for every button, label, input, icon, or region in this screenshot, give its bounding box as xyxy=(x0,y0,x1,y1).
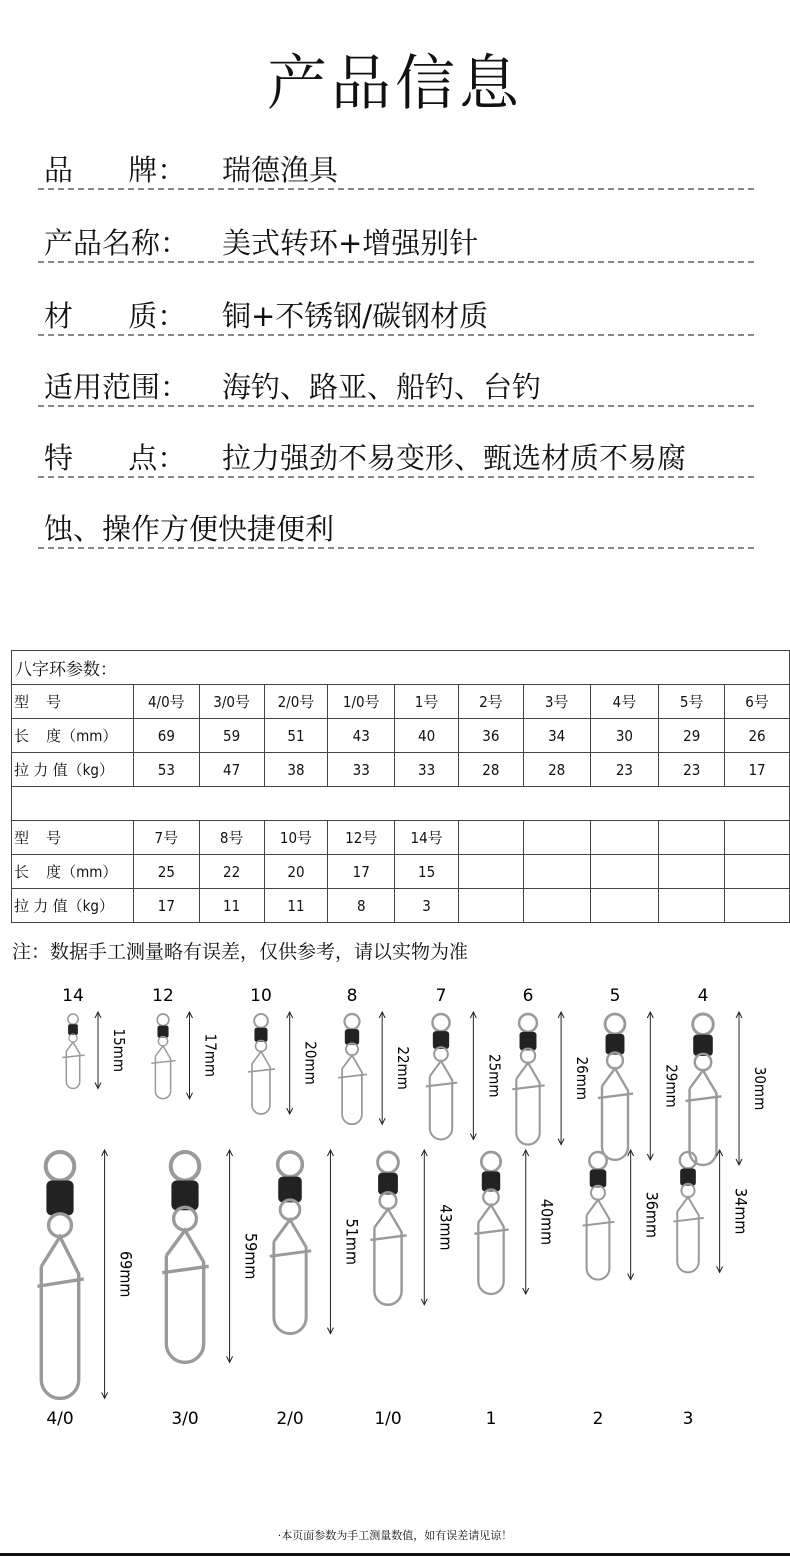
size-label: 5 xyxy=(609,986,621,1006)
table-cell xyxy=(659,821,725,855)
table-row xyxy=(12,855,790,889)
table-cell xyxy=(659,855,725,889)
length-label: 51mm xyxy=(342,1218,362,1265)
info-value: 拉力强劲不易变形、甄选材质不易腐 xyxy=(222,441,687,475)
table-cell: 8 xyxy=(328,889,395,923)
swivel-image xyxy=(338,1014,367,1124)
table-cell: 30 xyxy=(590,719,659,753)
info-row-brand xyxy=(38,148,754,190)
length-label: 43mm xyxy=(436,1204,456,1251)
length-label: 30mm xyxy=(751,1066,770,1111)
swivel-item xyxy=(270,1150,362,1429)
table-cell xyxy=(523,855,590,889)
table-cell xyxy=(523,889,590,923)
swivel-image xyxy=(162,1152,208,1362)
table-cell: 53 xyxy=(133,753,199,787)
table-cell: 1/0号 xyxy=(328,685,395,719)
table-cell xyxy=(725,821,790,855)
dimension-arrow xyxy=(717,1150,723,1272)
table-cell: 2/0号 xyxy=(264,685,328,719)
swivel-item xyxy=(248,986,320,1114)
info-label: 特 点： xyxy=(44,441,187,475)
swivel-image xyxy=(426,1014,457,1140)
swivel-item xyxy=(474,1150,556,1429)
length-label: 40mm xyxy=(537,1198,557,1246)
table-cell: 22 xyxy=(199,855,264,889)
dimension-arrow xyxy=(102,1150,108,1398)
table-cell: 4号 xyxy=(590,685,659,719)
swivel-item xyxy=(512,986,591,1145)
table-cell: 34 xyxy=(523,719,590,753)
table-cell xyxy=(458,821,523,855)
size-label: 14 xyxy=(62,986,84,1006)
swivel-item xyxy=(62,986,128,1089)
table-cell: 6号 xyxy=(725,685,790,719)
table-cell: 5号 xyxy=(659,685,725,719)
info-value: 海钓、路亚、船钓、台钓 xyxy=(222,370,542,404)
size-label: 3/0 xyxy=(171,1409,199,1429)
table-cell: 23 xyxy=(659,753,725,787)
info-row-features-continued xyxy=(38,507,754,549)
info-row-material xyxy=(38,294,754,336)
table-cell xyxy=(590,821,659,855)
spec-table xyxy=(11,650,790,923)
info-value: 美式转环+增强别针 xyxy=(222,226,479,260)
dimension-arrow xyxy=(421,1150,427,1305)
swivel-image xyxy=(512,1014,544,1145)
info-label: 品 牌： xyxy=(44,153,187,187)
swivel-image xyxy=(686,1014,722,1165)
table-cell xyxy=(590,889,659,923)
swivel-image xyxy=(151,1014,175,1099)
page-title: 产品信息 xyxy=(267,49,523,119)
length-label: 34mm xyxy=(731,1188,751,1235)
size-label: 3 xyxy=(682,1409,694,1429)
swivel-item xyxy=(598,986,680,1160)
swivel-image xyxy=(598,1014,633,1160)
info-row-usage xyxy=(38,365,754,407)
swivel-image xyxy=(370,1152,406,1305)
swivel-item xyxy=(426,986,504,1140)
length-label: 17mm xyxy=(201,1033,220,1078)
length-label: 29mm xyxy=(662,1064,681,1108)
swivel-item xyxy=(151,986,219,1099)
table-cell: 43 xyxy=(328,719,395,753)
table-cell xyxy=(725,855,790,889)
info-value: 蚀、操作方便快捷便利 xyxy=(44,512,335,546)
dimension-arrow xyxy=(558,1012,564,1145)
length-label: 26mm xyxy=(573,1056,592,1101)
info-row-features xyxy=(38,436,754,478)
length-label: 36mm xyxy=(642,1191,662,1238)
dimension-arrow xyxy=(186,1012,192,1099)
footer-note: ·本页面参数为手工测量数值，如有误差请见谅！ xyxy=(277,1529,513,1542)
table-cell: 3/0号 xyxy=(199,685,264,719)
table-row xyxy=(12,821,790,855)
row-label: 拉 力 值（kg） xyxy=(12,889,134,923)
table-cell: 51 xyxy=(264,719,328,753)
dimension-arrow xyxy=(227,1150,233,1362)
swivel-image xyxy=(62,1014,84,1089)
size-label: 2/0 xyxy=(276,1409,304,1429)
table-cell xyxy=(458,889,523,923)
size-label: 10 xyxy=(250,986,272,1006)
dimension-arrow xyxy=(470,1012,476,1140)
size-label: 7 xyxy=(435,986,447,1006)
table-row xyxy=(12,889,790,923)
swivel-image xyxy=(270,1152,311,1334)
dimension-arrow xyxy=(647,1012,653,1160)
table-cell: 3号 xyxy=(523,685,590,719)
table-cell: 14号 xyxy=(395,821,459,855)
table-cell: 28 xyxy=(523,753,590,787)
table-row xyxy=(12,685,790,719)
length-label: 22mm xyxy=(394,1046,413,1090)
swivel-item xyxy=(162,1150,260,1429)
info-value: 铜+不锈钢/碳钢材质 xyxy=(222,299,489,333)
table-cell: 8号 xyxy=(199,821,264,855)
table-cell: 17 xyxy=(133,889,199,923)
table-cell xyxy=(659,889,725,923)
table-cell: 23 xyxy=(590,753,659,787)
table-cell: 28 xyxy=(458,753,523,787)
dimension-arrow xyxy=(287,1012,293,1114)
swivel-item xyxy=(583,1150,662,1429)
swivel-item xyxy=(673,1150,750,1429)
table-cell xyxy=(590,855,659,889)
table-cell: 11 xyxy=(264,889,328,923)
table-cell xyxy=(523,821,590,855)
table-cell xyxy=(725,889,790,923)
table-cell: 20 xyxy=(264,855,328,889)
swivel-image xyxy=(673,1152,704,1272)
table-cell: 40 xyxy=(395,719,459,753)
table-cell: 69 xyxy=(133,719,199,753)
table-cell: 1号 xyxy=(395,685,459,719)
table-cell: 4/0号 xyxy=(133,685,199,719)
table-cell: 10号 xyxy=(264,821,328,855)
size-label: 1 xyxy=(485,1409,497,1429)
length-label: 59mm xyxy=(241,1233,261,1280)
table-cell: 26 xyxy=(725,719,790,753)
size-label: 4/0 xyxy=(46,1409,74,1429)
info-row-product-name xyxy=(38,221,754,263)
row-label: 型 号 xyxy=(12,821,134,855)
row-label: 型 号 xyxy=(12,685,134,719)
swivel-item xyxy=(37,1150,135,1429)
row-label: 拉 力 值（kg） xyxy=(12,753,134,787)
info-label: 适用范围： xyxy=(44,370,190,404)
table-cell: 25 xyxy=(133,855,199,889)
table-cell: 3 xyxy=(395,889,459,923)
size-label: 12 xyxy=(152,986,174,1006)
swivel-image xyxy=(474,1152,508,1294)
info-label: 产品名称： xyxy=(44,226,190,260)
swivel-image xyxy=(583,1152,615,1280)
table-cell: 33 xyxy=(328,753,395,787)
dimension-arrow xyxy=(736,1012,742,1165)
table-cell: 12号 xyxy=(328,821,395,855)
size-label: 4 xyxy=(697,986,709,1006)
table-cell: 15 xyxy=(395,855,459,889)
table-cell: 17 xyxy=(725,753,790,787)
table-row xyxy=(12,719,790,753)
divider xyxy=(0,1553,790,1556)
table-cell: 11 xyxy=(199,889,264,923)
swivel-item xyxy=(370,1150,455,1429)
table-cell xyxy=(458,855,523,889)
dimension-arrow xyxy=(379,1012,385,1124)
length-label: 15mm xyxy=(110,1028,129,1072)
size-label: 2 xyxy=(592,1409,604,1429)
table-cell: 47 xyxy=(199,753,264,787)
table-caption-row xyxy=(12,651,790,685)
table-cell: 29 xyxy=(659,719,725,753)
table-cell: 33 xyxy=(395,753,459,787)
row-label: 长 度（mm） xyxy=(12,855,134,889)
table-cell: 2号 xyxy=(458,685,523,719)
table-caption: 八字环参数： xyxy=(12,651,790,685)
dimension-arrow xyxy=(523,1150,529,1294)
table-cell: 38 xyxy=(264,753,328,787)
size-label: 1/0 xyxy=(374,1409,402,1429)
dimension-arrow xyxy=(628,1150,634,1280)
table-row xyxy=(12,753,790,787)
row-label: 长 度（mm） xyxy=(12,719,134,753)
size-label: 6 xyxy=(522,986,534,1006)
swivel-image xyxy=(37,1152,83,1398)
swivel-image xyxy=(248,1014,275,1114)
table-cell: 36 xyxy=(458,719,523,753)
swivel-size-chart xyxy=(0,975,790,1435)
dimension-arrow xyxy=(327,1150,333,1334)
info-value: 瑞德渔具 xyxy=(222,153,339,187)
length-label: 20mm xyxy=(301,1041,320,1085)
swivel-item xyxy=(338,986,412,1124)
table-spacer-row xyxy=(12,787,790,821)
dimension-arrow xyxy=(95,1012,101,1089)
table-cell: 59 xyxy=(199,719,264,753)
swivel-item xyxy=(686,986,769,1165)
size-label: 8 xyxy=(346,986,358,1006)
length-label: 69mm xyxy=(116,1251,136,1298)
table-cell: 7号 xyxy=(133,821,199,855)
info-label: 材 质： xyxy=(44,299,187,333)
length-label: 25mm xyxy=(485,1054,504,1098)
table-cell: 17 xyxy=(328,855,395,889)
table-spacer xyxy=(12,787,790,821)
measurement-note: 注：数据手工测量略有误差，仅供参考，请以实物为准 xyxy=(12,941,469,963)
